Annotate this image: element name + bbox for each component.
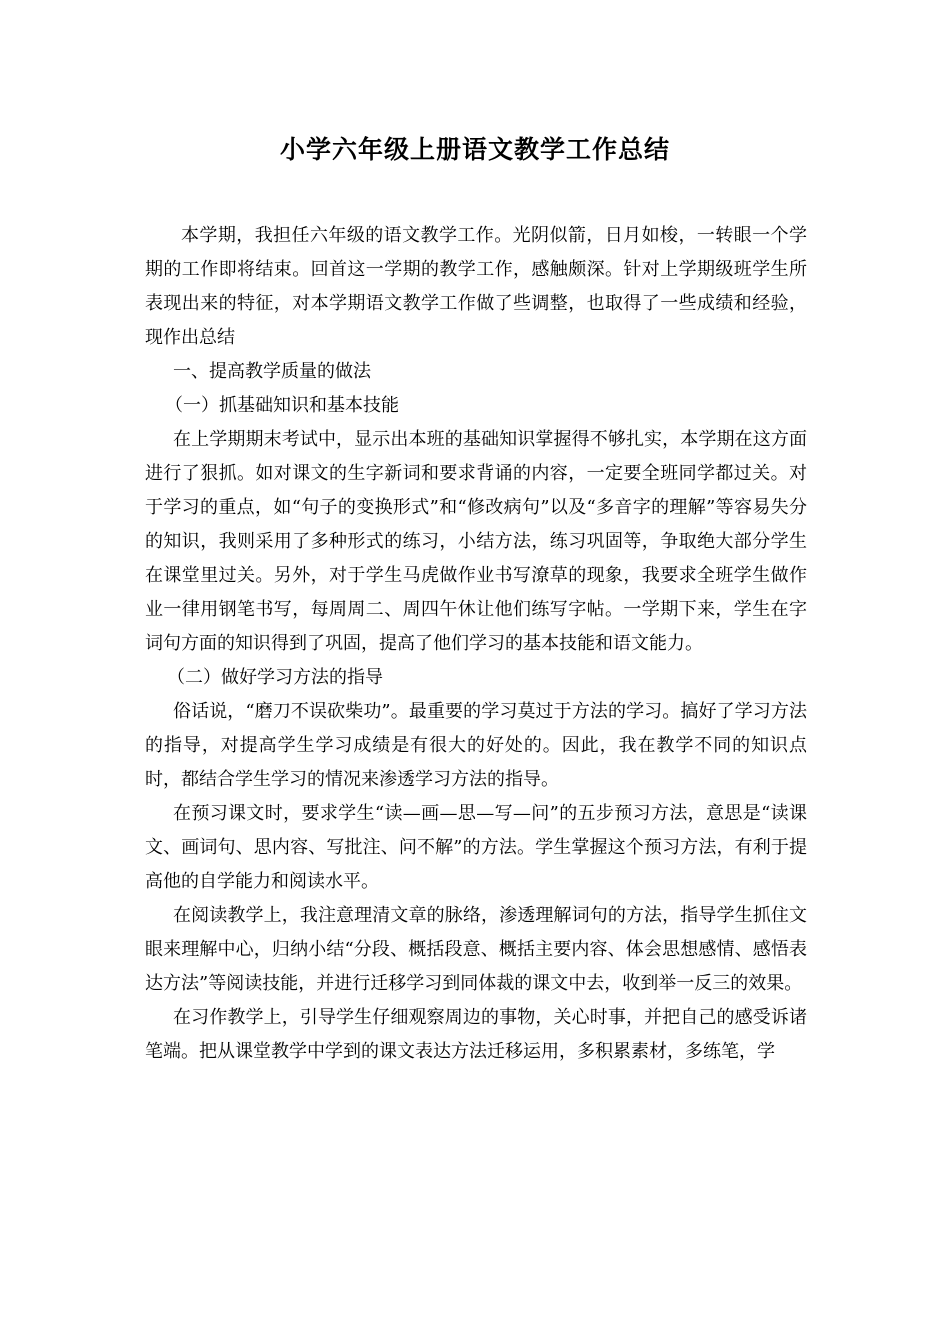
subsection-heading-1: （一）抓基础知识和基本技能	[165, 395, 399, 416]
document-title: 小学六年级上册语文教学工作总结	[279, 135, 670, 164]
paragraph-methods: 俗话说，“磨刀不误砍柴功”。最重要的学习莫过于方法的学习。搞好了学习方法的指导，对提高学生学习成绩是有很大的好处的。因此，我在教学不同的知识点时，都结合学生学习的情况来渗透学习方法的指导。	[145, 701, 807, 790]
paragraph-writing: 在习作教学上，引导学生仔细观察周边的事物，关心时事，并把自己的感受诉诸笔端。把从课堂教学中学到的课文表达方法迁移运用，多积累素材，多练笔，学	[145, 1007, 807, 1062]
paragraph-reading: 在阅读教学上，我注意理清文章的脉络，渗透理解词句的方法，指导学生抓住文眼来理解中心，归纳小结“分段、概括段意、概括主要内容、体会思想感情、感悟表达方法”等阅读技能，并进行迁移学习到同体裁的课文中去，收到举一反三的效果。	[145, 905, 807, 994]
paragraph-basics: 在上学期期末考试中，显示出本班的基础知识掌握得不够扎实，本学期在这方面进行了狠抓。如对课文的生字新词和要求背诵的内容，一定要全班同学都过关。对于学习的重点，如“句子的变换形式”和“修改病句”以及“多音字的理解”等容易失分的知识，我则采用了多种形式的练习，小结方法，练习巩固等，争取绝大部分学生在课堂里过关。另外，对于学生马虎做作业书写潦草的现象，我要求全班学生做作业一律用钢笔书写，每周周二、周四午休让他们练写字帖。一学期下来，学生在字词句方面的知识得到了巩固，提高了他们学习的基本技能和语文能力。	[145, 429, 807, 654]
document-body	[145, 219, 807, 1069]
paragraph-intro: 本学期，我担任六年级的语文教学工作。光阴似箭，日月如梭，一转眼一个学期的工作即将结束。回首这一学期的教学工作，感触颇深。针对上学期级班学生所表现出来的特征，对本学期语文教学工作做了些调整，也取得了一些成绩和经验，现作出总结	[145, 225, 807, 348]
subsection-heading-2: （二）做好学习方法的指导	[167, 667, 383, 688]
paragraph-preview: 在预习课文时，要求学生“读—画—思—写—问”的五步预习方法，意思是“读课文、画词句、思内容、写批注、问不解”的方法。学生掌握这个预习方法，有利于提高他的自学能力和阅读水平。	[145, 803, 807, 892]
section-heading-1: 一、提高教学质量的做法	[173, 361, 371, 382]
